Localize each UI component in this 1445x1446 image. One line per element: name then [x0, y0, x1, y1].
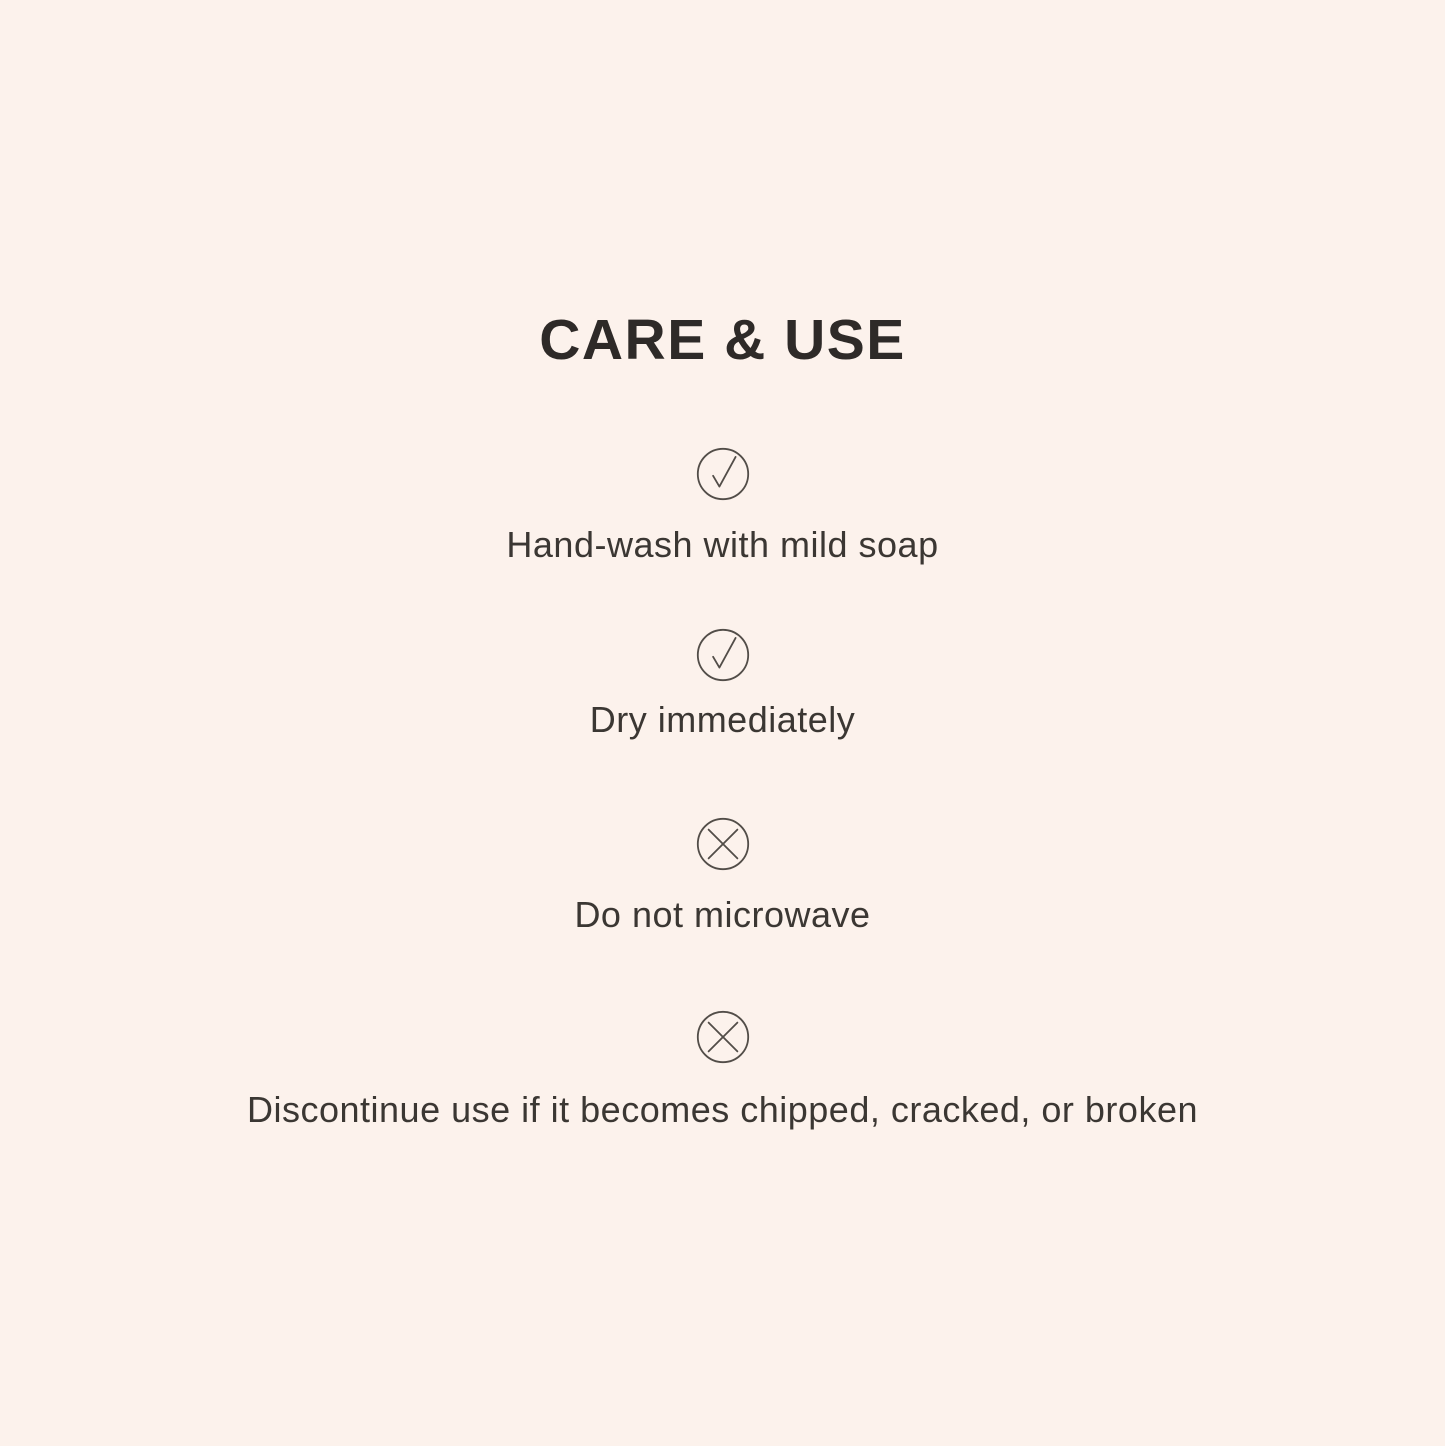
cross-circle-icon: [696, 817, 750, 871]
care-instruction-label: Do not microwave: [574, 894, 871, 935]
check-circle-icon: [696, 447, 750, 501]
care-instruction-label: Hand-wash with mild soap: [506, 524, 939, 565]
care-instruction-label: Discontinue use if it becomes chipped, cracked, or broken: [247, 1089, 1198, 1130]
cross-circle-icon: [696, 1010, 750, 1064]
page-title: CARE & USE: [539, 308, 906, 372]
care-instruction-label: Dry immediately: [589, 699, 856, 740]
check-circle-icon: [696, 628, 750, 682]
